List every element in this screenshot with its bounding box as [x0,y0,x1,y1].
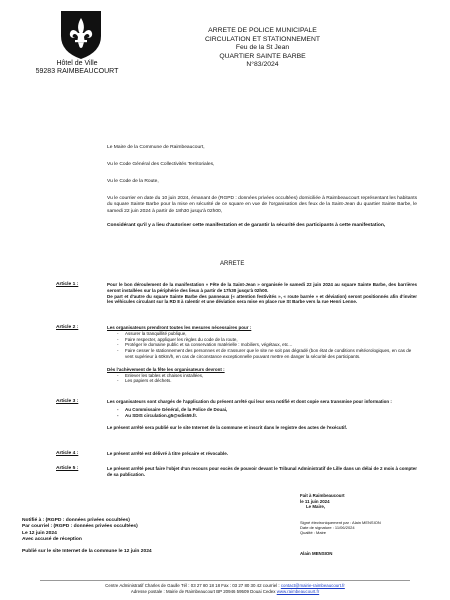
article-1-label: Article 1 : [56,282,79,287]
article-3-text [107,399,417,431]
signature-date-line: Date de signature : 11/06/2024 [300,525,355,530]
article-3-paragraph: Les organisateurs sont chargés de l'application du présent arrêté qui leur sera notifié et dont copie sera transmise pour information : [107,399,392,404]
article-1-paragraph-1: Pour le bon déroulement de la manifestation « Fête de la Saint-Jean » organisée le samedi 22 juin 2024 au square Sainte Barbe, des barrières seront installées sur la périphérie des lieux à partir de 17h30 jusqu'à 02h00. [107,282,417,293]
logo-caption-line2: 59283 RAIMBEAUCOURT [35,68,119,75]
vu-courrier-paragraph: Vu le courrier en date du 10 juin 2024, émanant de (RGPD : données privées occultées) domiciliée à Raimbeaucourt représentant les habitants du square Sainte Barbe pour la mise en sécurité de ce square en vue de l'organisation des feux de la Saint-Jean du quartier Sainte Barbe, le samedi 22 juin 2024 à partir de 18h30 jusqu'à 02h00, [107,196,418,214]
logo-caption [22,60,132,76]
notification-block [22,518,138,544]
article-1-paragraph-2: De part et d'autre du square Sainte Barbe des panneaux (« attention festivités », « route barrée » et déviation) seront positionnés afin d'inviter les véhicules circulant sur la RD 8 à ralentir et une déviation sera mise en place rue St Barbe vers la rue Henri Lenne. [107,293,417,305]
notifie-line: Notifié à : (RGPD : données privées occultées) [22,518,130,523]
notification-date: Le 12 juin 2024 [22,530,57,536]
list-item: - Au Commissaire Général, de la Police de Douai, [117,407,417,413]
list-item: - Faire cesser le stationnement des personnes et de s'assurer que le site ne soit pas dégradé (bon état de conditions météorologiques, en cas de vent supérieur à 60km/h, en cas de circonstance exceptionnelle pouvant mettre en danger la sécurité des participants. [117,348,417,360]
signature-date: le 11 juin 2024 [300,498,330,504]
footer-email-link[interactable]: contact@mairie-raimbeaucourt.fr [280,583,345,588]
article-4-label: Article 4 : [56,451,79,456]
le-maire-line: Le Maire, [306,504,326,509]
footer-address-text: Centre Administratif Charles de Gaulle Tél : 03 27 80 18 18 Fax : 03 27 80 30 42 courriel : [105,583,281,588]
article-3-recipients-list [107,407,417,419]
article-4-text: Le présent arrêté est délivré à titre précaire et révocable. [107,451,229,456]
list-item: - Les papiers et déchets. [117,378,417,384]
list-item: - Au SDIS circulation.g5@sdis59.fr. [117,413,417,419]
footer-line-2 [40,589,410,595]
header-line-number: N°83/2024 [246,61,279,68]
accuse-line: Avec accusé de réception [22,537,82,543]
town-coat-of-arms-logo [60,10,102,60]
publication-line: Publié sur le site Internet de la commune le 12 juin 2024 [22,549,152,554]
list-item: - Assurer la tranquillité publique, [117,331,417,337]
header-line-title: ARRETE DE POLICE MUNICIPALE [208,27,317,34]
list-item: - Faire respecter, appliquer les règles du code de la route, [117,337,417,343]
article-5-label: Article 5 : [56,466,79,471]
signature-block [300,493,345,510]
header-line-quarter: QUARTIER SAINTE BARBE [219,52,306,60]
mayor-name: Alain MENSION [300,551,333,556]
logo-caption-line1: Hôtel de Ville [56,60,98,67]
header-line-subject: CIRCULATION ET STATIONNEMENT [204,35,321,43]
achievement-title: Dès l'achèvement de la fête les organisateurs devront : [107,366,225,372]
fait-a-line: Fait à Raimbeaucourt [300,493,345,498]
list-item: - Enlever les tables et chaises installées, [117,373,417,379]
article-2-label: Article 2 : [56,325,79,330]
achievement-list [107,373,417,385]
vu-cgct-line: Vu le Code Général des Collectivités Territoriales, [107,162,215,167]
article-3-label: Article 3 : [56,399,79,404]
article-5-text: Le présent arrêté peut faire l'objet d'un recours pour excès de pouvoir devant le Tribunal Administratif de Lille dans un délai de 2 mois à compter de sa publication. [107,466,417,477]
par-courriel-line: Par courriel : (RGPD : données privées occultées) [22,524,138,530]
section-title: ARRETE [220,261,245,267]
article-2-text [107,325,417,384]
article-2-measures-list [107,331,417,360]
article-2-intro: Les organisateurs prendront toutes les mesures nécessaires pour : [107,325,252,330]
document-header [160,27,365,70]
vu-route-line: Vu le Code de la Route, [107,179,159,184]
considerant-paragraph: Considérant qu'il y a lieu d'autoriser cette manifestation et de garantir la sécurité des participants à cette manifestation, [107,223,386,228]
footer-divider [40,580,410,581]
electronic-signature-block [300,520,381,535]
qualite-line: Qualité : Maire [300,530,327,535]
mayor-line: Le Maire de la Commune de Raimbeaucourt, [107,145,205,150]
article-3-publication: Le présent arrêté sera publié sur le site Internet de la commune et inscrit dans le registre des actes de l'exécutif. [107,425,348,431]
list-item: - Protéger le domaine public et sa conservation matérielle : mobiliers, végétaux, etc… [117,342,417,348]
signed-by-line: Signé électroniquement par : Alain MENSION [300,520,381,525]
footer-website-link[interactable]: www.raimbeaucourt.fr [276,589,320,594]
article-1-text [107,282,417,305]
header-line-event: Feu de la St Jean [235,44,290,51]
footer [40,583,410,595]
footer-postal-text: Adresse postale : Mairie de Raimbeaucourt BP 20946 59509 Douai Cedex [130,589,277,594]
